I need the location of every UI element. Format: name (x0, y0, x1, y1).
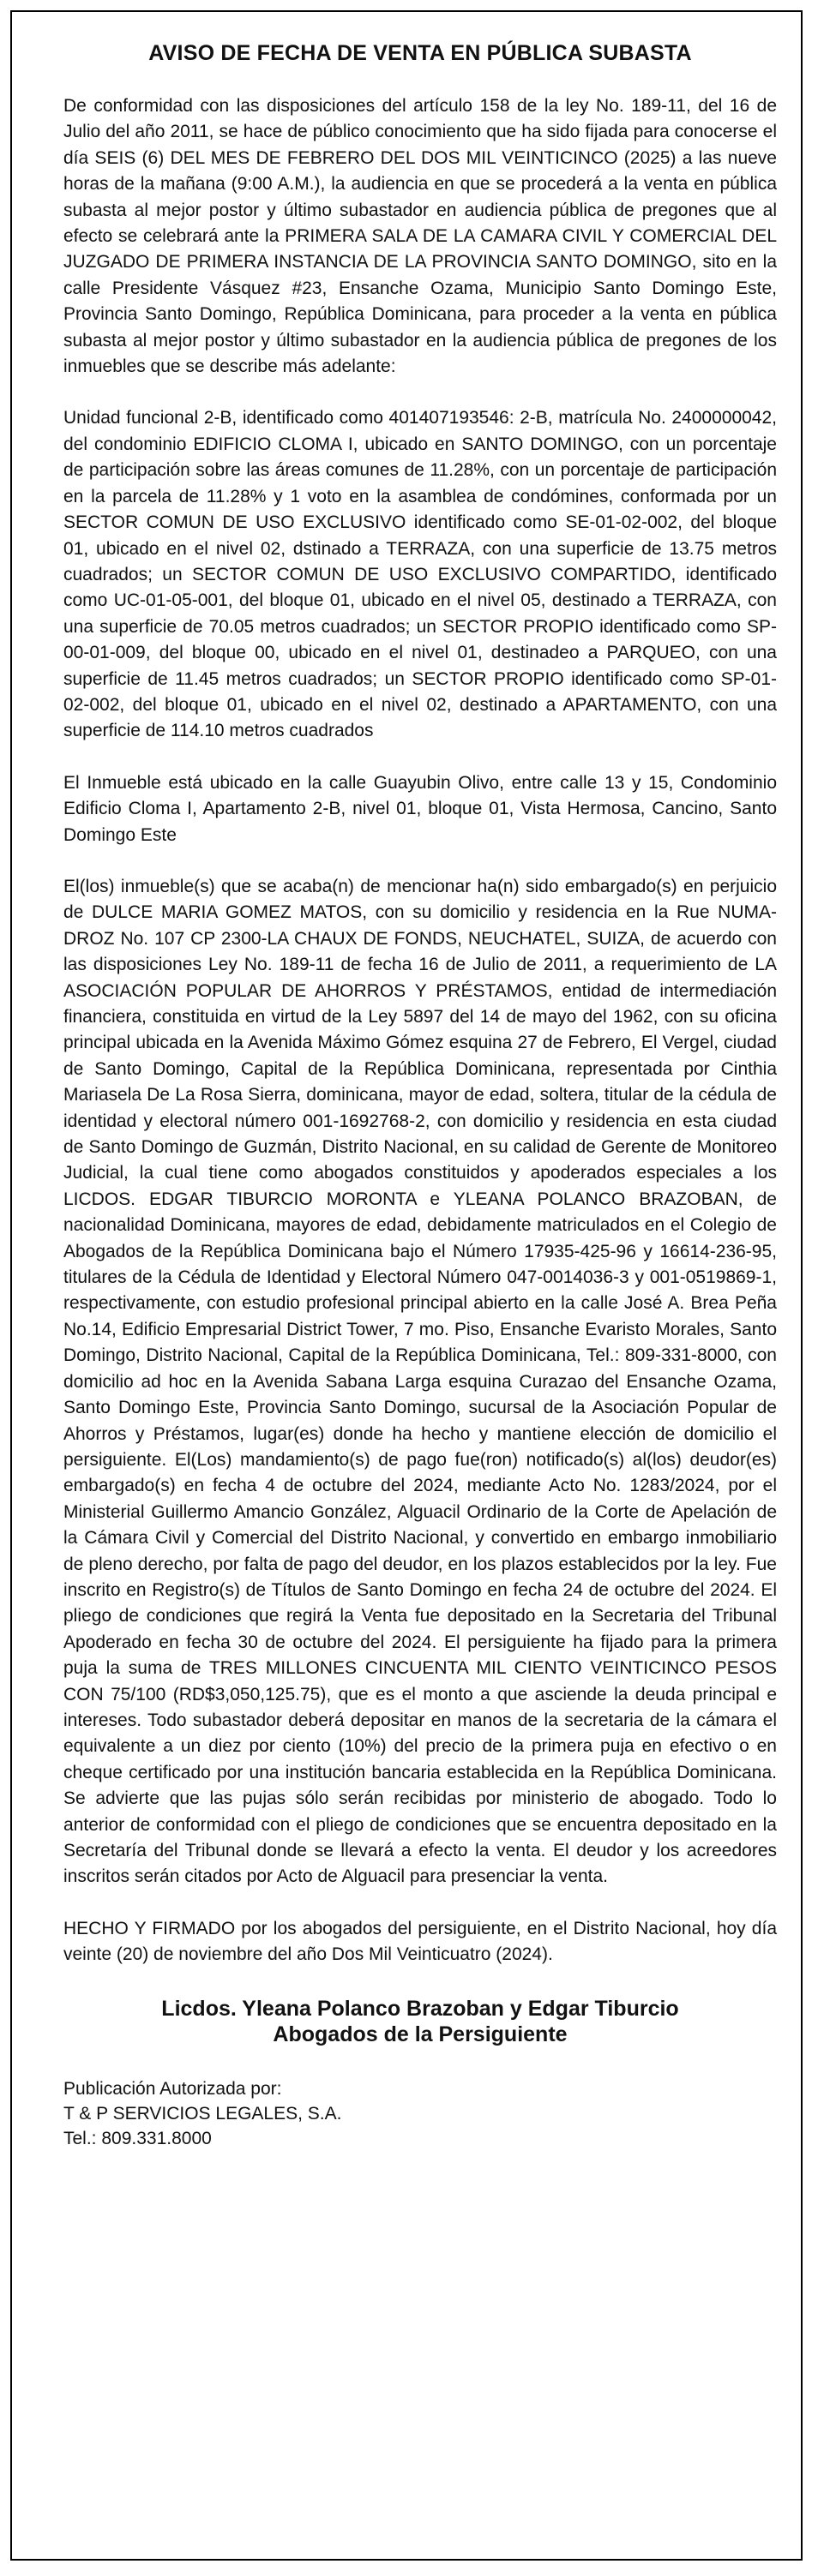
publication-block (63, 2076, 777, 2151)
paragraph-property-location: El Inmueble está ubicado en la calle Guayubin Olivo, entre calle 13 y 15, Condominio Edificio Cloma I, Apartamento 2-B, nivel 01, bloque 01, Vista Hermosa, Cancino, Santo Domingo Este (63, 772, 777, 845)
paragraph-gap (63, 745, 777, 770)
paragraph-property-description: Unidad funcional 2-B, identificado como 401407193546: 2-B, matrícula No. 2400000042, del condominio EDIFICIO CLOMA I, ubicado en SANTO DOMINGO, con un porcentaje de participación sobre las áreas comunes de 11.28%, con un porcentaje de participación en la parcela de 11.28% y 1 voto en la asamblea de condómines, conformada por un SECTOR COMUN DE USO EXCLUSIVO identificado como SE-01-02-002, del bloque 01, ubicado en el nivel 02, dstinado a TERRAZA, con una superficie de 13.75 metros cuadrados; un SECTOR COMUN DE USO EXCLUSIVO COMPARTIDO, identificado como UC-01-05-001, del bloque 01, ubicado en el nivel 05, destinado a TERRAZA, con una superficie de 70.05 metros cuadrados; un SECTOR PROPIO identificado como SP-00-01-009, del bloque 00, ubicado en el nivel 01, destinadeo a PARQUEO, con una superficie de 11.45 metros cuadrados; un SECTOR PROPIO identificado como SP-01-02-002, del bloque 01, ubicado en el nivel 02, destinado a APARTAMENTO, con una superficie de 114.10 metros cuadrados (63, 408, 777, 741)
signature-names: Licdos. Yleana Polanco Brazoban y Edgar Tiburcio (161, 1996, 679, 2021)
paragraph-gap (63, 380, 777, 405)
notice-body (63, 41, 777, 2151)
paragraph-seizure-details: El(los) inmueble(s) que se acaba(n) de mencionar ha(n) sido embargado(s) en perjuicio de DULCE MARIA GOMEZ MATOS, con su domicilio y residencia en la Rue NUMA-DROZ No. 107 CP 2300-LA CHAUX DE FONDS, NEUCHATEL, SUIZA, de acuerdo con las disposiciones Ley No. 189-11 de fecha 16 de Julio de 2011, a requerimiento de LA ASOCIACIÓN POPULAR DE AHORROS Y PRÉSTAMOS, entidad de intermediación financiera, constituida en virtud de la Ley 5897 del 14 de mayo del 1962, con su oficina principal ubicada en la Avenida Máximo Gómez esquina 27 de Febrero, El Vergel, ciudad de Santo Domingo, Capital de la República Dominicana, representada por Cinthia Mariasela De La Rosa Sierra, dominicana, mayor de edad, soltera, titular de la cédula de identidad y electoral número 001-1692768-2, con domicilio y residencia en esta ciudad de Santo Domingo de Guzmán, Distrito Nacional, en su calidad de Gerente de Monitoreo Judicial, la cual tiene como abogados constituidos y apoderados especiales a los LICDOS. EDGAR TIBURCIO MORONTA e YLEANA POLANCO BRAZOBAN, de nacionalidad Dominicana, mayores de edad, debidamente matriculados en el Colegio de Abogados de la República Dominicana bajo el Número 17935-425-96 y 16614-236-95, titulares de la Cédula de Identidad y Electoral Número 047-0014036-3 y 001-0519869-1, respectivamente, con estudio profesional principal abierto en la calle José A. Brea Peña No.14, Edificio Empresarial District Tower, 7 mo. Piso, Ensanche Evaristo Morales, Santo Domingo, Distrito Nacional, Capital de la República Dominicana, Tel.: 809-331-8000, con domicilio ad hoc en la Avenida Sabana Larga esquina Curazao del Ensanche Ozama, Santo Domingo Este, Provincia Santo Domingo, sucursal de la Asociación Popular de Ahorros y Préstamos, lugar(es) donde ha hecho y mantiene elección de domicilio el persiguiente. El(Los) mandamiento(s) de pago fue(ron) notificado(s) al(los) deudor(es) embargado(s) en fecha 4 de octubre del 2024, mediante Acto No. 1283/2024, por el Ministerial Guillermo Amancio González, Alguacil Ordinario de la Corte de Apelación de la Cámara Civil y Comercial del Distrito Nacional, y convertido en embargo inmobiliario de pleno derecho, por falta de pago del deudor, en los plazos establecidos por la ley. Fue inscrito en Registro(s) de Títulos de Santo Domingo en fecha 24 de octubre del 2024. El pliego de condiciones que regirá la Venta fue depositado en la Secretaria del Tribunal Apoderado en fecha 30 de octubre del 2024. El persiguiente ha fijado para la primera puja la suma de TRES MILLONES CINCUENTA MIL CIENTO VEINTICINCO PESOS CON 75/100 (RD$3,050,125.75), que es el monto a que asciende la deuda principal e intereses. Todo subastador deberá depositar en manos de la secretaria de la cámara el equivalente a un diez por ciento (10%) del precio de la primera puja en efectivo o en cheque certificado por una institución bancaria establecida en la República Dominicana. Se advierte que las pujas sólo serán recibidas por ministerio de abogado. Todo lo anterior de conformidad con el pliego de condiciones que se encuentra depositado en la Secretaría del Tribunal donde se llevará a efecto la venta. El deudor y los acreedores inscritos serán citados por Acto de Alguacil para presenciar la venta. (63, 876, 777, 1887)
notice-frame (10, 10, 803, 2561)
paragraph-gap (63, 1890, 777, 1916)
signature-role: Abogados de la Persiguiente (273, 2022, 568, 2046)
notice-title: AVISO DE FECHA DE VENTA EN PÚBLICA SUBASTA (148, 41, 692, 65)
paragraph-signed: HECHO Y FIRMADO por los abogados del persiguiente, en el Distrito Nacional, hoy día veinte (20) de noviembre del año Dos Mil Veinticuatro (2024). (63, 1918, 777, 1965)
publication-company: T & P SERVICIOS LEGALES, S.A. (63, 2103, 342, 2124)
paragraph-announcement: De conformidad con las disposiciones del artículo 158 de la ley No. 189-11, del 16 de Julio del año 2011, se hace de público conocimiento que ha sido fijada para conocerse el día SEIS (6) DEL MES DE FEBRERO DEL DOS MIL VEINTICINCO (2025) a las nueve horas de la mañana (9:00 A.M.), la audiencia en que se procederá a la venta en pública subasta al mejor postor y último subastador en audiencia pública de pregones que al efecto se celebrará ante la PRIMERA SALA DE LA CAMARA CIVIL Y COMERCIAL DEL JUZGADO DE PRIMERA INSTANCIA DE LA PROVINCIA SANTO DOMINGO, sito en la calle Presidente Vásquez #23, Ensanche Ozama, Municipio Santo Domingo Este, Provincia Santo Domingo, República Dominicana, para proceder a la venta en pública subasta al mejor postor y último subastador en la audiencia pública de pregones de los inmuebles que se describe más adelante: (63, 96, 777, 377)
publication-phone: Tel.: 809.331.8000 (63, 2128, 212, 2148)
signature-block (63, 1996, 777, 2047)
paragraph-gap (63, 848, 777, 874)
publication-authorized: Publicación Autorizada por: (63, 2078, 282, 2099)
